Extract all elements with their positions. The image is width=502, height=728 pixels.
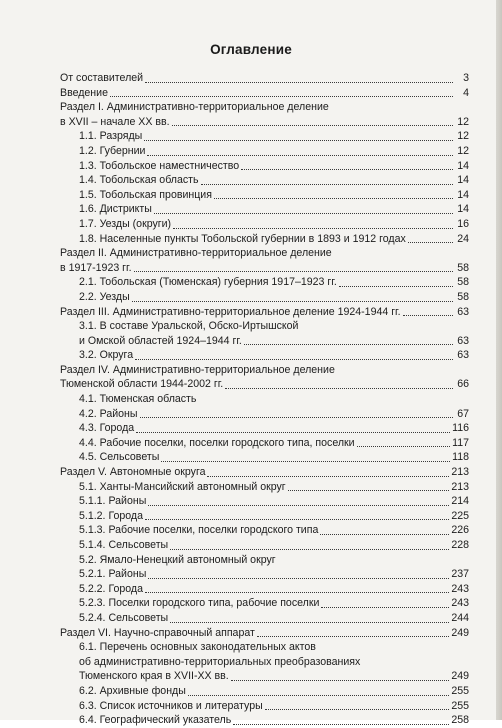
toc-entry-label: От составителей	[60, 72, 144, 84]
toc-entry	[60, 465, 469, 480]
toc-entry	[60, 480, 469, 495]
dot-leader	[154, 212, 453, 214]
toc-entry-line: Раздел IV. Административно-территориальное деление	[60, 363, 335, 376]
toc-entry	[60, 188, 469, 203]
toc-entry	[60, 523, 469, 538]
toc-page-number: 3	[463, 72, 469, 84]
table-of-contents	[60, 71, 469, 728]
toc-page-number: 249	[451, 626, 469, 639]
toc-page-number: 14	[457, 188, 469, 201]
toc-page-number: 116	[452, 422, 469, 435]
toc-entry-label: 5.2.3. Поселки городского типа, рабочие поселки	[79, 597, 320, 610]
toc-entry	[60, 202, 469, 217]
toc-entry-label: Раздел V. Автономные округа	[60, 466, 206, 479]
toc-entry	[60, 275, 469, 290]
toc-entry-label: 5.2. Ямало-Ненецкий автономный округ	[79, 553, 276, 566]
dot-leader	[214, 197, 453, 199]
toc-entry-label: 1.6. Дистрикты	[79, 203, 152, 216]
toc-page-number: 237	[451, 568, 469, 581]
toc-entry-label: 6.3. Список источников и литературы	[79, 699, 263, 712]
toc-entry-label: 1.7. Уезды (округи)	[79, 217, 172, 230]
toc-entry-line: Раздел II. Административно-территориальное деление	[60, 247, 332, 260]
toc-entry	[60, 553, 469, 568]
dot-leader	[233, 723, 449, 725]
toc-entry-label: 1.2. Губернии	[79, 144, 146, 157]
toc-entry-label: 4.2. Районы	[79, 407, 138, 420]
toc-entry	[60, 567, 469, 582]
toc-entry-label: 1.3. Тобольское наместничество	[79, 159, 240, 172]
dot-leader	[207, 475, 449, 477]
dot-leader	[110, 95, 453, 97]
toc-page-number: 58	[457, 276, 469, 289]
toc-entry-label: 1.5. Тобольская провинция	[79, 188, 212, 201]
toc-entry	[60, 217, 469, 232]
toc-page-number: 14	[457, 203, 469, 216]
toc-entry-label: 4.5. Сельсоветы	[79, 451, 160, 464]
toc-page-number: 63	[457, 305, 469, 318]
dot-leader	[148, 504, 449, 506]
toc-page-number: 66	[457, 378, 469, 391]
toc-entry-label: 5.1.2. Города	[79, 509, 143, 522]
dot-leader	[172, 124, 453, 126]
toc-page-number: 243	[451, 582, 469, 595]
dot-leader	[147, 154, 453, 156]
toc-entry	[60, 407, 469, 422]
toc-entry	[60, 305, 469, 320]
dot-leader	[134, 270, 453, 272]
page-title: Оглавление	[210, 42, 292, 57]
toc-entry	[60, 509, 469, 524]
toc-entry	[60, 232, 469, 247]
dot-leader	[140, 416, 454, 418]
dot-leader	[320, 533, 449, 535]
toc-entry	[60, 626, 469, 641]
toc-entry	[60, 392, 469, 407]
dot-leader	[148, 577, 449, 579]
dot-leader	[161, 460, 450, 462]
toc-page-number: 12	[457, 144, 469, 157]
toc-page-number: 12	[457, 115, 469, 128]
toc-entry-label: 5.2.4. Сельсоветы	[79, 611, 169, 624]
toc-entry-label: 5.1.3. Рабочие поселки, поселки городского типа	[79, 524, 319, 537]
toc-page-number: 228	[451, 539, 469, 551]
toc-entry-label: 5.1.1. Районы	[79, 495, 147, 508]
toc-entry-line: об административно-территориальных преобразованиях	[79, 655, 361, 668]
toc-entry-label: в 1917-1923 гг.	[60, 261, 132, 274]
toc-page-number: 258	[451, 714, 469, 727]
toc-page-number: 249	[451, 670, 469, 683]
toc-page-number: 14	[457, 174, 469, 187]
toc-entry-line: 6.1. Перечень основных законодательных актов	[79, 641, 316, 654]
toc-entry-label: 5.2.1. Районы	[79, 568, 147, 581]
dot-leader	[403, 314, 453, 316]
toc-entry-label: 1.4. Тобольская область	[79, 174, 199, 187]
toc-entry	[60, 377, 469, 392]
toc-entry-label: Тюменского края в XVII-XX вв.	[79, 670, 229, 683]
dot-leader	[244, 343, 453, 345]
toc-page-number: 213	[451, 466, 469, 479]
toc-entry	[60, 494, 469, 509]
dot-leader	[288, 489, 450, 491]
toc-entry-label: 4.3. Города	[79, 422, 135, 435]
toc-entry	[60, 71, 469, 86]
toc-entry	[60, 669, 469, 684]
dot-leader	[145, 81, 453, 83]
dot-leader	[265, 708, 450, 710]
toc-entry	[60, 436, 469, 451]
toc-entry	[60, 86, 469, 101]
toc-page-number: 243	[451, 597, 469, 610]
dot-leader	[408, 241, 453, 243]
toc-page-number: 255	[451, 699, 469, 712]
toc-entry-label: 4.4. Рабочие поселки, поселки городского типа, поселки	[79, 436, 355, 449]
dot-leader	[188, 694, 449, 696]
toc-entry-label: Введение	[60, 86, 108, 99]
toc-page-number: 14	[457, 159, 469, 172]
toc-entry-label: 4.1. Тюменская область	[79, 393, 197, 406]
toc-entry-label: Раздел VI. Научно-справочный аппарат	[60, 626, 255, 639]
toc-entry	[60, 713, 469, 728]
dot-leader	[170, 621, 449, 623]
toc-entry-label: 5.1.4. Сельсоветы	[79, 539, 169, 551]
toc-page-number: 118	[452, 451, 469, 464]
toc-entry	[60, 538, 469, 553]
dot-leader	[201, 183, 453, 185]
toc-entry	[60, 261, 469, 276]
toc-entry	[60, 450, 469, 465]
toc-entry-label: 3.2. Округа	[79, 349, 134, 362]
toc-page-number: 67	[457, 407, 469, 420]
toc-page-number: 226	[451, 524, 469, 537]
dot-leader	[144, 139, 453, 141]
dot-leader	[170, 548, 449, 550]
toc-entry-line: Раздел I. Административно-территориальное деление	[60, 101, 329, 114]
toc-entry	[60, 144, 469, 159]
toc-entry-label: 2.2. Уезды	[79, 290, 130, 303]
toc-page-number: 63	[457, 334, 469, 347]
toc-entry-label: 6.4. Географический указатель	[79, 714, 232, 727]
toc-entry	[60, 290, 469, 305]
toc-page-number: 24	[457, 232, 469, 245]
toc-entry	[60, 421, 469, 436]
toc-entry	[60, 129, 469, 144]
toc-entry	[60, 159, 469, 174]
toc-page-number: 225	[451, 509, 469, 522]
toc-entry-label: 6.2. Архивные фонды	[79, 684, 186, 697]
toc-entry-label: 2.1. Тобольская (Тюменская) губерния 1917–1923 гг.	[79, 276, 337, 289]
dot-leader	[136, 431, 450, 433]
toc-page-number: 255	[451, 684, 469, 697]
dot-leader	[225, 387, 453, 389]
toc-page-number: 117	[452, 436, 469, 449]
toc-entry	[60, 596, 469, 611]
dot-leader	[357, 445, 451, 447]
dot-leader	[241, 168, 453, 170]
toc-page-number: 16	[457, 217, 469, 230]
toc-entry-label: 5.1. Ханты-Мансийский автономный округ	[79, 480, 286, 493]
toc-entry-label: и Омской областей 1924–1944 гг.	[79, 334, 242, 347]
toc-page-number: 4	[463, 86, 469, 99]
dot-leader	[173, 227, 453, 229]
toc-entry	[60, 582, 469, 597]
dot-leader	[145, 591, 449, 593]
toc-entry	[60, 684, 469, 699]
dot-leader	[132, 300, 453, 302]
toc-entry-label: 5.2.2. Города	[79, 582, 143, 595]
toc-page-number: 58	[457, 261, 469, 274]
dot-leader	[231, 679, 450, 681]
page-edge	[496, 0, 502, 720]
toc-entry-label: 1.8. Населенные пункты Тобольской губернии в 1893 и 1912 годах	[79, 232, 406, 245]
toc-entry	[60, 173, 469, 188]
toc-entry	[60, 334, 469, 349]
toc-page-number: 213	[451, 480, 469, 493]
toc-entry-line: 3.1. В составе Уральской, Обско-Иртышской	[79, 320, 299, 333]
dot-leader	[339, 285, 453, 287]
dot-leader	[257, 635, 449, 637]
toc-entry-label: 1.1. Разряды	[79, 130, 143, 143]
dot-leader	[135, 358, 453, 360]
dot-leader	[145, 518, 449, 520]
toc-entry-label: Тюменской области 1944-2002 гг.	[60, 378, 224, 391]
toc-entry-label: в XVII – начале XX вв.	[60, 115, 170, 128]
toc-entry-label: Раздел III. Административно-территориальное деление 1924-1944 гг.	[60, 305, 401, 318]
toc-page-number: 63	[457, 349, 469, 362]
toc-entry	[60, 115, 469, 130]
toc-entry	[60, 611, 469, 626]
toc-entry	[60, 699, 469, 714]
dot-leader	[321, 606, 449, 608]
toc-page-number: 58	[457, 290, 469, 303]
toc-entry	[60, 348, 469, 363]
toc-page-number: 214	[451, 495, 469, 508]
toc-page-number: 244	[451, 611, 469, 624]
toc-page-number: 12	[457, 130, 469, 143]
